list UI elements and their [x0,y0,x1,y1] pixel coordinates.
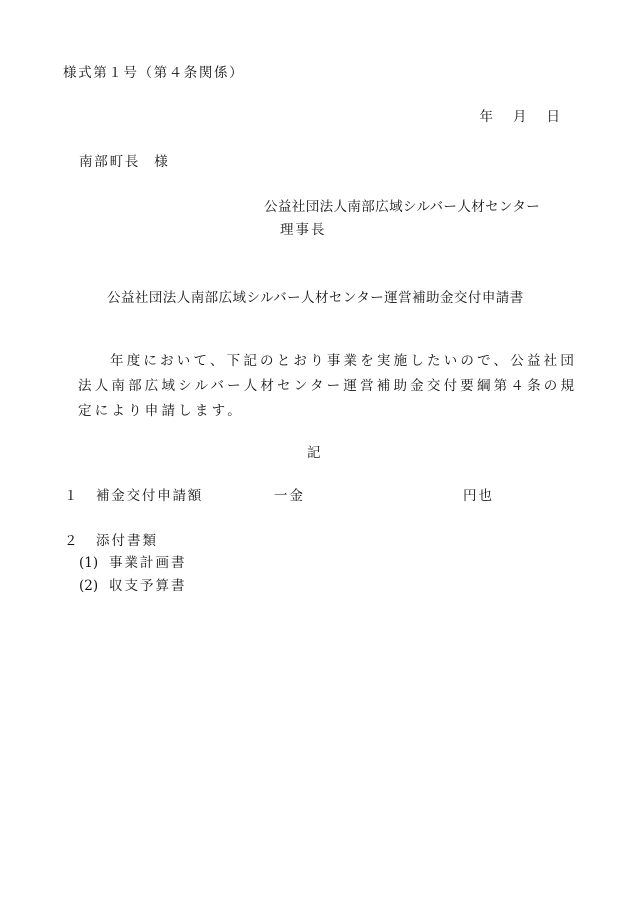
body-line-3: 定により申請します。 [78,403,244,419]
attachment-marker: (2) [79,578,99,594]
item-label: 補金交付申請額 [96,488,204,504]
date-day: 日 [546,109,560,125]
ki-heading: 記 [307,445,321,461]
form-number: 様式第１号（第４条関係） [63,65,245,81]
body-line-2: 法人南部広域シルバー人材センター運営補助金交付要綱第４条の規 [78,378,578,394]
applicant-organization: 公益社団法人南部広域シルバー人材センター [264,199,541,215]
item-number: １ [64,488,78,504]
item-number: ２ [64,533,78,549]
attachment-marker: (1) [79,555,99,571]
date-year: 年 [479,109,493,125]
attachment-text: 事業計画書 [109,555,187,571]
attachment-item-1 [79,557,187,571]
amount-suffix: 円也 [463,488,494,504]
amount-prefix: 一金 [274,488,305,504]
date-month: 月 [513,109,527,125]
document-title: 公益社団法人南部広域シルバー人材センター運営補助金交付申請書 [107,290,524,306]
addressee-name: 南部町長 [79,154,141,170]
attachment-item-2 [79,580,187,594]
body-line-1: 年度において、下記のとおり事業を実施したいので、公益社団 [110,353,578,369]
addressee-honorific: 様 [154,154,170,170]
date-line [480,111,561,125]
attachment-text: 収支予算書 [109,578,187,594]
applicant-title: 理事長 [280,222,327,238]
item-label: 添付書類 [96,533,158,549]
addressee [79,156,170,170]
